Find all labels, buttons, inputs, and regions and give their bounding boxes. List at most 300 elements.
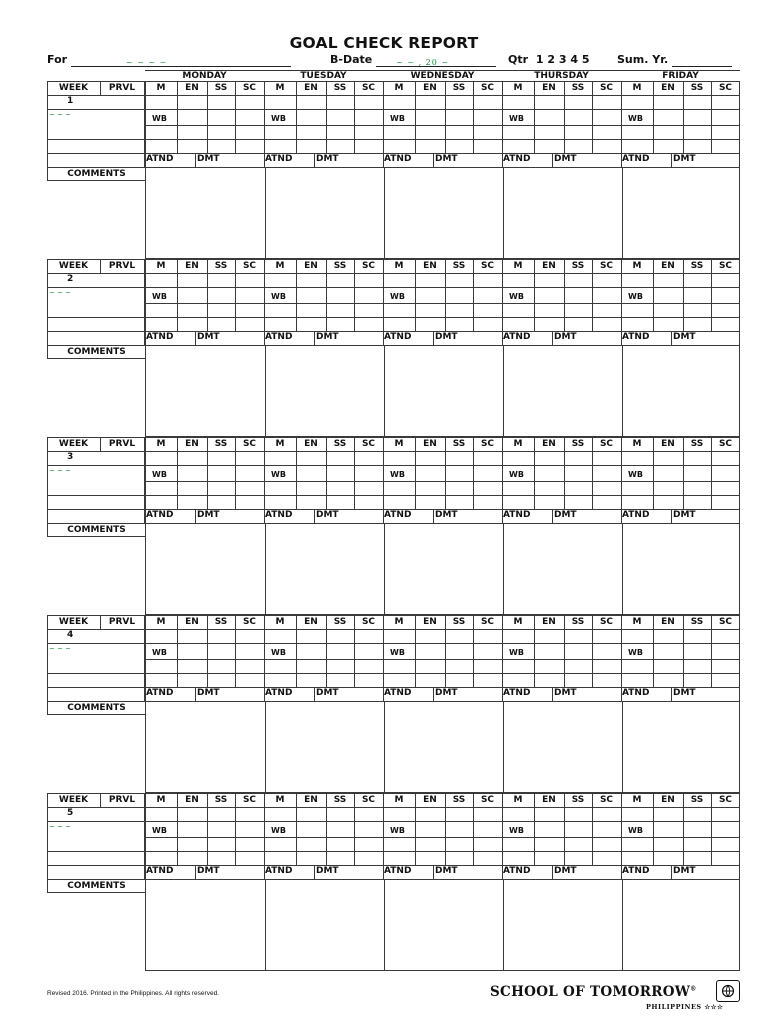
wb-label: WB: [152, 470, 167, 479]
wb-label: WB: [152, 826, 167, 835]
week-handwriting: ~ ~ ~: [49, 111, 72, 119]
prvl-label: PRVL: [108, 439, 136, 449]
grid-rule: [433, 687, 434, 701]
grid-rule: [711, 259, 712, 331]
dmt-label: DMT: [197, 866, 220, 876]
grid-rule: [473, 81, 474, 153]
subject-header: SC: [718, 261, 733, 271]
brand-text: SCHOOL OF TOMORROW: [490, 984, 691, 1000]
wb-label: WB: [628, 292, 643, 301]
grid-rule: [47, 851, 740, 852]
grid-rule: [314, 331, 315, 345]
grid-rule: [47, 821, 740, 822]
grid-rule: [235, 81, 236, 153]
grid-rule: [671, 687, 672, 701]
grid-rule: [552, 153, 553, 167]
grid-rule: [552, 865, 553, 879]
bdate-field: [330, 53, 496, 67]
atnd-label: ATND: [503, 332, 531, 342]
subject-header: M: [156, 439, 166, 449]
subject-header: SS: [690, 261, 704, 271]
dmt-label: DMT: [316, 510, 339, 520]
subject-header: SS: [571, 795, 585, 805]
grid-rule: [445, 437, 446, 509]
atnd-label: ATND: [265, 866, 293, 876]
subject-header: M: [513, 439, 523, 449]
atnd-label: ATND: [146, 510, 174, 520]
week-handwriting: ~ ~ ~: [49, 823, 72, 831]
comment-divider: [384, 346, 385, 436]
grid-rule: [683, 259, 684, 331]
grid-rule: [177, 259, 178, 331]
atnd-label: ATND: [265, 332, 293, 342]
grid-rule: [534, 81, 535, 153]
week-grid: [47, 437, 740, 523]
grid-rule: [47, 273, 740, 274]
grid-rule: [296, 259, 297, 331]
wb-label: WB: [271, 114, 286, 123]
grid-rule: [326, 615, 327, 687]
subject-header: SS: [333, 617, 347, 627]
dmt-label: DMT: [673, 866, 696, 876]
grid-rule: [326, 259, 327, 331]
prvl-label: PRVL: [108, 795, 136, 805]
subject-header: M: [156, 261, 166, 271]
subject-header: SS: [214, 795, 228, 805]
subject-header: M: [513, 83, 523, 93]
grid-rule: [47, 109, 740, 110]
grid-rule: [564, 81, 565, 153]
week-handwriting: ~ ~ ~: [49, 467, 72, 475]
atnd-label: ATND: [384, 866, 412, 876]
subject-header: M: [632, 83, 642, 93]
wb-label: WB: [509, 826, 524, 835]
subject-header: EN: [423, 439, 437, 449]
subject-header: EN: [661, 439, 675, 449]
week-block-3: [47, 437, 740, 617]
week-label: WEEK: [58, 83, 89, 93]
prvl-label: PRVL: [108, 261, 136, 271]
globe-book-icon: [716, 980, 740, 1002]
subject-header: SC: [480, 439, 495, 449]
subject-header: M: [632, 439, 642, 449]
subject-header: SC: [480, 261, 495, 271]
grid-rule: [445, 81, 446, 153]
dmt-label: DMT: [673, 154, 696, 164]
grid-rule: [354, 615, 355, 687]
subject-header: EN: [661, 261, 675, 271]
grid-rule: [445, 615, 446, 687]
subject-header: SC: [242, 795, 257, 805]
atnd-label: ATND: [265, 510, 293, 520]
subject-header: M: [513, 617, 523, 627]
week-number: 4: [67, 630, 74, 640]
atnd-label: ATND: [503, 688, 531, 698]
grid-rule: [314, 509, 315, 523]
grid-rule: [592, 437, 593, 509]
grid-rule: [354, 437, 355, 509]
comments-label: COMMENTS: [47, 345, 146, 359]
subject-header: EN: [304, 439, 318, 449]
atnd-label: ATND: [384, 510, 412, 520]
comments-area[interactable]: [145, 167, 740, 259]
subject-header: SS: [452, 617, 466, 627]
dmt-label: DMT: [554, 688, 577, 698]
wb-label: WB: [628, 648, 643, 657]
subject-header: EN: [542, 617, 556, 627]
grid-rule: [433, 865, 434, 879]
grid-rule: [653, 259, 654, 331]
grid-rule: [235, 259, 236, 331]
sumyr-line[interactable]: [672, 55, 732, 67]
atnd-label: ATND: [503, 866, 531, 876]
wb-label: WB: [271, 826, 286, 835]
subject-header: SC: [718, 617, 733, 627]
comments-area[interactable]: [145, 879, 740, 971]
day-header-0: MONDAY: [145, 70, 264, 82]
subject-header: SS: [452, 439, 466, 449]
grid-rule: [711, 437, 712, 509]
day-header-4: FRIDAY: [621, 70, 740, 82]
grid-rule: [354, 259, 355, 331]
comment-divider: [503, 168, 504, 258]
for-handwriting: ~ ~ ~ ~: [125, 58, 168, 67]
subject-header: SC: [599, 83, 614, 93]
comment-divider: [622, 168, 623, 258]
grid-rule: [711, 615, 712, 687]
wb-label: WB: [271, 470, 286, 479]
registered-mark: ®: [690, 985, 697, 993]
qtr-label: Qtr: [508, 53, 529, 66]
comments-area[interactable]: [145, 523, 740, 615]
subject-header: EN: [304, 83, 318, 93]
atnd-label: ATND: [265, 154, 293, 164]
subject-header: SS: [214, 439, 228, 449]
subject-header: SC: [361, 83, 376, 93]
subject-header: SS: [333, 261, 347, 271]
subject-header: SS: [333, 795, 347, 805]
week-number: 1: [67, 96, 74, 106]
grid-rule: [473, 615, 474, 687]
subject-header: M: [275, 439, 285, 449]
subject-header: EN: [542, 83, 556, 93]
grid-rule: [445, 259, 446, 331]
subject-header: SC: [599, 261, 614, 271]
grid-rule: [177, 793, 178, 865]
week-number: 2: [67, 274, 74, 284]
grid-rule: [592, 259, 593, 331]
subject-header: M: [632, 617, 642, 627]
grid-rule: [296, 615, 297, 687]
subject-header: SS: [571, 617, 585, 627]
subject-header: M: [394, 261, 404, 271]
dmt-label: DMT: [316, 866, 339, 876]
subject-header: SS: [214, 617, 228, 627]
week-number: 3: [67, 452, 74, 462]
comment-divider: [503, 524, 504, 614]
atnd-label: ATND: [622, 688, 650, 698]
wb-label: WB: [390, 826, 405, 835]
grid-rule: [207, 793, 208, 865]
wb-label: WB: [390, 292, 405, 301]
subject-header: SS: [452, 795, 466, 805]
subject-header: SS: [452, 83, 466, 93]
subject-header: SS: [214, 261, 228, 271]
week-label: WEEK: [58, 795, 89, 805]
wb-label: WB: [628, 114, 643, 123]
subject-header: SC: [242, 261, 257, 271]
grid-rule: [47, 673, 740, 674]
comment-divider: [503, 880, 504, 970]
comment-divider: [265, 524, 266, 614]
grid-rule: [207, 437, 208, 509]
grid-rule: [207, 615, 208, 687]
week-grid: [47, 793, 740, 879]
grid-rule: [47, 95, 740, 96]
subject-header: M: [156, 617, 166, 627]
subject-header: SS: [690, 617, 704, 627]
subject-header: SS: [333, 439, 347, 449]
bdate-line[interactable]: [376, 55, 496, 67]
day-headers: [145, 70, 740, 81]
qtr-options[interactable]: 1 2 3 4 5: [535, 53, 590, 66]
subject-header: M: [394, 795, 404, 805]
subject-header: M: [394, 617, 404, 627]
grid-rule: [47, 465, 740, 466]
grid-rule: [326, 793, 327, 865]
dmt-label: DMT: [197, 510, 220, 520]
comments-label: COMMENTS: [47, 523, 146, 537]
subject-header: SC: [361, 261, 376, 271]
grid-rule: [235, 615, 236, 687]
subject-header: EN: [661, 83, 675, 93]
grid-rule: [653, 793, 654, 865]
grid-rule: [552, 687, 553, 701]
grid-rule: [433, 153, 434, 167]
subject-header: SS: [452, 261, 466, 271]
subject-header: SS: [214, 83, 228, 93]
grid-rule: [653, 437, 654, 509]
week-block-2: [47, 259, 740, 439]
dmt-label: DMT: [435, 332, 458, 342]
subject-header: SC: [718, 439, 733, 449]
dmt-label: DMT: [554, 866, 577, 876]
grid-rule: [683, 437, 684, 509]
comments-area[interactable]: [145, 701, 740, 793]
comment-divider: [622, 524, 623, 614]
wb-label: WB: [271, 648, 286, 657]
subject-header: EN: [542, 261, 556, 271]
subject-header: M: [632, 261, 642, 271]
wb-label: WB: [509, 292, 524, 301]
day-header-2: WEDNESDAY: [383, 70, 502, 82]
dmt-label: DMT: [554, 154, 577, 164]
grid-rule: [564, 615, 565, 687]
grid-rule: [473, 793, 474, 865]
atnd-label: ATND: [146, 154, 174, 164]
atnd-label: ATND: [622, 510, 650, 520]
comment-divider: [622, 880, 623, 970]
comment-divider: [384, 168, 385, 258]
comment-divider: [265, 346, 266, 436]
comment-divider: [384, 524, 385, 614]
wb-label: WB: [509, 470, 524, 479]
subject-header: SC: [599, 795, 614, 805]
grid-rule: [354, 793, 355, 865]
grid-rule: [473, 437, 474, 509]
grid-rule: [47, 495, 740, 496]
subject-header: EN: [185, 439, 199, 449]
week-label: WEEK: [58, 261, 89, 271]
grid-rule: [711, 793, 712, 865]
subject-header: SS: [333, 83, 347, 93]
comments-label: COMMENTS: [47, 879, 146, 893]
subject-header: EN: [661, 795, 675, 805]
week-grid: [47, 259, 740, 345]
subject-header: M: [513, 795, 523, 805]
dmt-label: DMT: [316, 688, 339, 698]
day-header-3: THURSDAY: [502, 70, 621, 82]
for-line[interactable]: [71, 55, 291, 67]
wb-label: WB: [390, 114, 405, 123]
subject-header: SS: [571, 261, 585, 271]
subject-header: SS: [690, 439, 704, 449]
comment-divider: [384, 702, 385, 792]
week-block-1: [47, 81, 740, 261]
subject-header: M: [156, 795, 166, 805]
grid-rule: [314, 865, 315, 879]
subject-header: SS: [690, 83, 704, 93]
subject-header: SC: [242, 83, 257, 93]
grid-rule: [415, 437, 416, 509]
comment-divider: [265, 168, 266, 258]
subject-header: M: [632, 795, 642, 805]
grid-rule: [415, 259, 416, 331]
grid-rule: [326, 81, 327, 153]
subject-header: EN: [423, 83, 437, 93]
country-label: PHILIPPINES ☆☆☆: [646, 1003, 724, 1011]
for-label: For: [47, 53, 68, 66]
grid-rule: [564, 259, 565, 331]
atnd-label: ATND: [146, 866, 174, 876]
wb-label: WB: [628, 470, 643, 479]
grid-rule: [296, 793, 297, 865]
comment-divider: [265, 702, 266, 792]
grid-rule: [326, 437, 327, 509]
week-number: 5: [67, 808, 74, 818]
grid-rule: [552, 331, 553, 345]
grid-rule: [683, 81, 684, 153]
subject-header: EN: [423, 261, 437, 271]
atnd-label: ATND: [384, 688, 412, 698]
grid-rule: [534, 793, 535, 865]
dmt-label: DMT: [673, 332, 696, 342]
dmt-label: DMT: [197, 332, 220, 342]
comment-divider: [503, 702, 504, 792]
subject-header: EN: [661, 617, 675, 627]
grid-rule: [195, 509, 196, 523]
grid-rule: [653, 615, 654, 687]
dmt-label: DMT: [435, 866, 458, 876]
dmt-label: DMT: [435, 154, 458, 164]
comment-divider: [622, 702, 623, 792]
subject-header: EN: [304, 795, 318, 805]
wb-label: WB: [509, 648, 524, 657]
subject-header: EN: [185, 617, 199, 627]
comments-area[interactable]: [145, 345, 740, 437]
grid-rule: [314, 687, 315, 701]
atnd-label: ATND: [622, 154, 650, 164]
subject-header: EN: [185, 261, 199, 271]
grid-rule: [47, 317, 740, 318]
prvl-label: PRVL: [108, 83, 136, 93]
grid-rule: [354, 81, 355, 153]
dmt-label: DMT: [673, 510, 696, 520]
week-grid: [47, 615, 740, 701]
subject-header: EN: [304, 261, 318, 271]
week-grid: [47, 81, 740, 167]
grid-rule: [445, 793, 446, 865]
grid-rule: [552, 509, 553, 523]
subject-header: SC: [599, 439, 614, 449]
wb-label: WB: [390, 648, 405, 657]
subject-header: SC: [718, 83, 733, 93]
subject-header: M: [275, 83, 285, 93]
grid-rule: [47, 287, 740, 288]
wb-label: WB: [271, 292, 286, 301]
wb-label: WB: [509, 114, 524, 123]
grid-rule: [592, 615, 593, 687]
atnd-label: ATND: [265, 688, 293, 698]
grid-rule: [177, 437, 178, 509]
grid-rule: [473, 259, 474, 331]
grid-rule: [415, 615, 416, 687]
grid-rule: [47, 643, 740, 644]
grid-rule: [47, 451, 740, 452]
subject-header: SC: [242, 617, 257, 627]
subject-header: SC: [718, 795, 733, 805]
subject-header: SC: [361, 439, 376, 449]
grid-rule: [177, 615, 178, 687]
dmt-label: DMT: [316, 332, 339, 342]
grid-rule: [711, 81, 712, 153]
grid-rule: [433, 509, 434, 523]
dmt-label: DMT: [554, 332, 577, 342]
grid-rule: [195, 687, 196, 701]
subject-header: SC: [480, 617, 495, 627]
atnd-label: ATND: [503, 510, 531, 520]
grid-rule: [683, 615, 684, 687]
subject-header: EN: [304, 617, 318, 627]
dmt-label: DMT: [673, 688, 696, 698]
day-header-1: TUESDAY: [264, 70, 383, 82]
grid-rule: [653, 81, 654, 153]
grid-rule: [534, 437, 535, 509]
footer-notice: Revised 2016. Printed in the Philippines. All rights reserved.: [47, 990, 219, 997]
subject-header: M: [275, 617, 285, 627]
grid-rule: [534, 615, 535, 687]
subject-header: M: [275, 261, 285, 271]
sumyr-field: [617, 53, 732, 67]
grid-rule: [195, 331, 196, 345]
grid-rule: [671, 331, 672, 345]
grid-rule: [195, 153, 196, 167]
week-handwriting: ~ ~ ~: [49, 645, 72, 653]
atnd-label: ATND: [384, 154, 412, 164]
grid-rule: [235, 437, 236, 509]
subject-header: EN: [542, 439, 556, 449]
subject-header: SC: [599, 617, 614, 627]
